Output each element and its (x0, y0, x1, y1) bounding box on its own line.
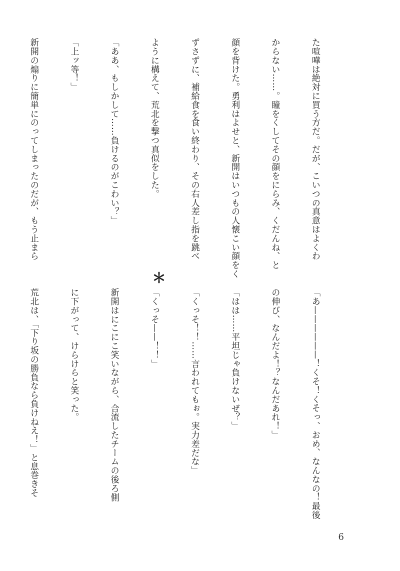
text-column: 荒北は、「下り坂の勝負なら負けねえ！」と息巻きそ (28, 288, 39, 498)
text-column: からない……。瞳をくしてその顔をにらみ、くだんね、と (269, 38, 280, 270)
page-number: 6 (338, 533, 344, 543)
scene-separator: ＊ (152, 271, 166, 287)
text-column: 「あ——————！くそ！くそっ、おめ、なんなの！最後 (310, 288, 321, 520)
text-column: 「ああ、もしかして……負けるのがこわい？」 (109, 38, 120, 225)
text-column: 「くっそ！！……言われてもぉ。実力差だな」 (189, 288, 200, 475)
text-column: 新開はにこにこ笑いながら、合流したチームの後ろ側 (109, 288, 120, 502)
text-column: 「はは……平坦じゃ負けないぜ？」 (229, 288, 240, 431)
upper-text-block (0, 38, 348, 278)
text-column: 顔を背けた。勇利はよせと、新開はいつもの人懐こい顔をく (229, 38, 240, 279)
text-column: ように構えて、荒北を撃つ真似をした。 (149, 38, 160, 199)
text-column: ずさずに、補給食を食い終わり、その右人差し指を跳べ (189, 38, 200, 261)
text-column: 「くっそ——！！」 (149, 288, 160, 369)
text-column: の伸び、なんだよ！？なんだあれ！」 (269, 288, 280, 440)
text-column: 「上ッ等！」 (68, 38, 79, 92)
text-column: に下がって、けらけらと笑った。 (68, 288, 79, 422)
text-column: 新開の煽りに簡単にのってしまったのだが、もう止まら (28, 38, 39, 261)
text-column: た喧嘩は絶対に買う方だ。だが、こいつの真意はよくわ (310, 38, 321, 261)
lower-text-block (0, 288, 348, 538)
